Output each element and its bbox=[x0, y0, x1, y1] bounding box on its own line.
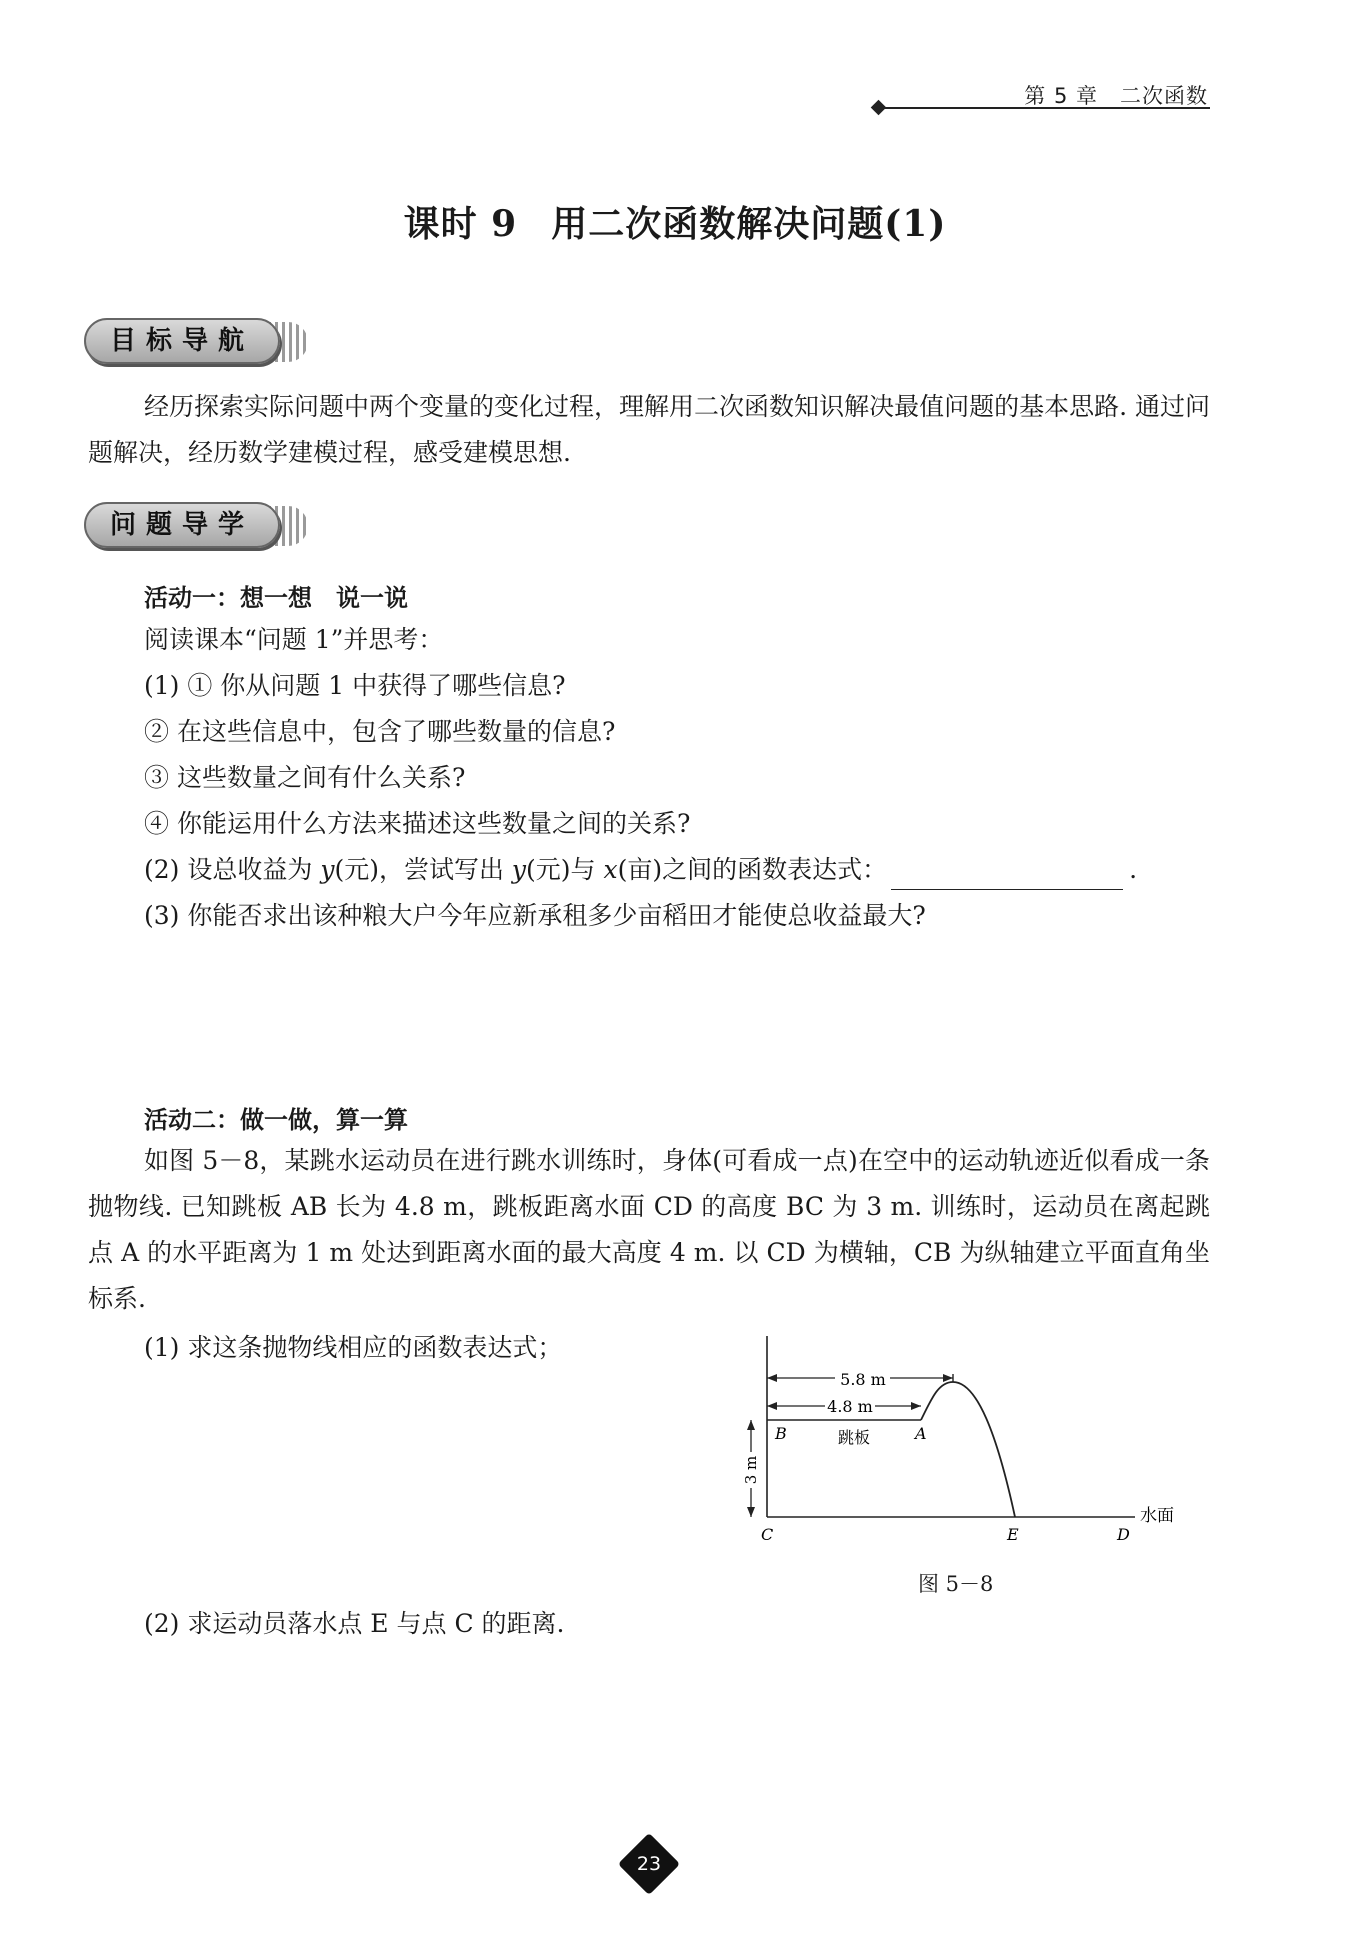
point-e-label: E bbox=[1007, 1525, 1019, 1544]
dim-3-arrow-top bbox=[747, 1420, 755, 1430]
dim-58-label: 5.8 m bbox=[840, 1370, 886, 1389]
dim-58-arrow-left bbox=[767, 1374, 777, 1382]
activity1-q2 bbox=[144, 850, 1137, 890]
activity1-intro: 阅读课本“问题 1”并思考： bbox=[144, 625, 444, 654]
activity1-q1-3: ③ 这些数量之间有什么关系? bbox=[144, 763, 466, 792]
point-a-label: A bbox=[915, 1424, 927, 1443]
activity2-q1: (1) 求这条抛物线相应的函数表达式； bbox=[144, 1333, 563, 1362]
page-number-badge bbox=[623, 1838, 675, 1890]
q2-text: (元)，尝试写出 bbox=[334, 855, 512, 884]
running-header bbox=[0, 0, 1350, 120]
variable-y: y bbox=[320, 855, 335, 884]
q2-period: . bbox=[1129, 855, 1138, 884]
goals-paragraph: 经历探索实际问题中两个变量的变化过程，理解用二次函数知识解决最值问题的基本思路. 通过问题解决，经历数学建模过程，感受建模思想. bbox=[88, 392, 1210, 467]
springboard-label: 跳板 bbox=[838, 1428, 871, 1447]
page-title bbox=[0, 196, 1350, 247]
chapter-number: 第 5 章 bbox=[1024, 84, 1098, 108]
q2-text: (亩)之间的函数表达式： bbox=[617, 855, 888, 884]
badge-label: 问题导学 bbox=[109, 510, 254, 540]
dim-58-arrow-right bbox=[943, 1374, 953, 1382]
dim-48-arrow-right bbox=[911, 1402, 921, 1410]
activity1-heading: 活动一：想一想 说一说 bbox=[144, 584, 408, 612]
point-d-label: D bbox=[1117, 1525, 1130, 1544]
q2-text: (2) 设总收益为 bbox=[144, 855, 321, 884]
figure-caption: 图 5－8 bbox=[918, 1572, 994, 1596]
lesson-number: 课时 9 bbox=[403, 203, 518, 245]
activity1-q1-1: (1) ① 你从问题 1 中获得了哪些信息? bbox=[144, 671, 566, 700]
water-label: 水面 bbox=[1140, 1506, 1174, 1526]
point-b-label: B bbox=[775, 1424, 787, 1443]
activity1-q1-2: ② 在这些信息中，包含了哪些数量的信息? bbox=[144, 717, 616, 746]
chapter-label bbox=[1024, 80, 1208, 110]
section-badge-guide bbox=[84, 502, 306, 552]
activity2-q2: (2) 求运动员落水点 E 与点 C 的距离. bbox=[144, 1609, 565, 1638]
point-c-label: C bbox=[761, 1525, 774, 1544]
variable-y: y bbox=[511, 855, 527, 884]
lesson-topic: 用二次函数解决问题(1) bbox=[551, 203, 947, 245]
diving-figure bbox=[735, 1322, 1205, 1552]
parabola-trajectory bbox=[921, 1382, 1015, 1517]
activity2-heading: 活动二：做一做，算一算 bbox=[144, 1106, 408, 1134]
dim-48-arrow-left bbox=[767, 1402, 777, 1410]
section-badge-goals bbox=[84, 318, 306, 368]
activity1-q1-4: ④ 你能运用什么方法来描述这些数量之间的关系? bbox=[144, 809, 691, 838]
dim-48-label: 4.8 m bbox=[827, 1397, 873, 1416]
dim-3-arrow-bottom bbox=[747, 1507, 755, 1517]
dim-3-label: 3 m bbox=[742, 1455, 760, 1485]
activity1-q3: (3) 你能否求出该种粮大户今年应新承租多少亩稻田才能使总收益最大? bbox=[144, 901, 926, 930]
page-number: 23 bbox=[636, 1853, 662, 1875]
q2-text: (元)与 bbox=[526, 855, 604, 884]
chapter-title: 二次函数 bbox=[1120, 84, 1208, 108]
activity2-problem: 如图 5－8，某跳水运动员在进行跳水训练时，身体(可看成一点)在空中的运动轨迹近似看成一条抛物线. 已知跳板 AB 长为 4.8 m，跳板距离水面 CD 的高度 BC 为 3 m. 训练时，运动员在离起跳点 A 的水平距离为 1 m 处达到距离水面的最大高度 4 m. 以 CD 为横轴，CB 为纵轴建立平面直角坐标系. bbox=[88, 1146, 1210, 1313]
variable-x: x bbox=[603, 855, 618, 884]
answer-blank[interactable] bbox=[891, 863, 1123, 890]
badge-label: 目标导航 bbox=[109, 326, 254, 356]
